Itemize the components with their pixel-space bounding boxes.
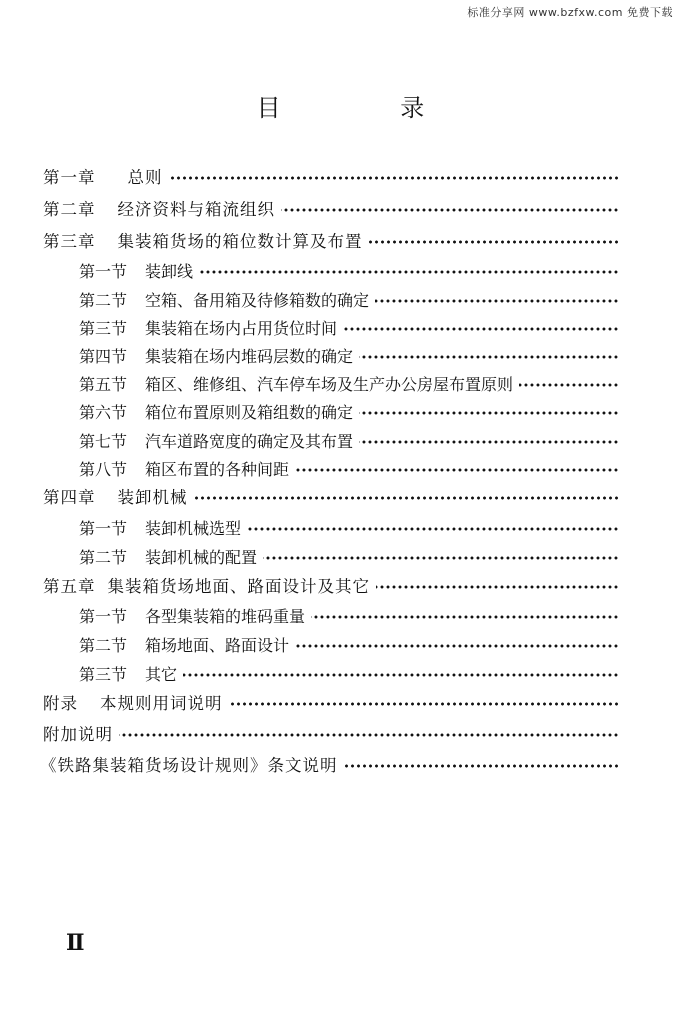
entry-number: 第七节 [79, 431, 128, 451]
entry-title: 装卸机械 [117, 488, 188, 507]
entry-title: 汽车道路宽度的确定及其布置 [145, 431, 354, 451]
dot-leader [519, 383, 619, 387]
toc-entry-section[interactable] [79, 342, 619, 368]
entry-number: 第二章 [43, 200, 96, 219]
entry-title: 箱区、维修组、汽车停车场及生产办公房屋布置原则 [145, 374, 514, 394]
entry-title: 附加说明 [43, 725, 113, 744]
toc-entry-section[interactable] [79, 370, 619, 396]
dot-leader [119, 733, 619, 737]
dot-leader [263, 556, 619, 560]
entry-title: 箱场地面、路面设计 [145, 635, 290, 655]
dot-leader [344, 764, 620, 768]
entry-title: 装卸机械选型 [145, 518, 242, 538]
toc-entry-chapter-2[interactable] [43, 195, 619, 221]
entry-number: 第五节 [79, 374, 128, 394]
entry-title: 集装箱在场内占用货位时间 [145, 318, 338, 338]
dot-leader [343, 327, 619, 331]
toc-entry-chapter-4[interactable] [43, 483, 619, 509]
entry-number: 第一章 [43, 168, 96, 187]
entry-number: 第二节 [79, 547, 128, 567]
dot-leader [169, 176, 620, 180]
dot-leader [229, 702, 620, 706]
dot-leader [281, 208, 619, 212]
toc-entry-section[interactable] [79, 257, 619, 283]
toc-entry-section[interactable] [79, 286, 619, 312]
dot-leader [375, 299, 619, 303]
page-number: Ⅱ [66, 930, 83, 956]
entry-title: 经济资料与箱流组织 [117, 200, 275, 219]
entry-title: 空箱、备用箱及待修箱数的确定 [145, 290, 370, 310]
entry-title: 《铁路集装箱货场设计规则》条文说明 [40, 756, 338, 775]
toc-entry-section[interactable] [79, 602, 619, 628]
entry-title: 各型集装箱的堆码重量 [145, 606, 306, 626]
toc-entry-section[interactable] [79, 398, 619, 424]
entry-title: 其它 [145, 664, 178, 684]
dot-leader [295, 468, 619, 472]
site-watermark: 标准分享网 www.bzfxw.com 免费下载 [467, 6, 673, 19]
dot-leader [311, 615, 619, 619]
toc-entry-section[interactable] [79, 314, 619, 340]
dot-leader [194, 496, 620, 500]
entry-title: 总则 [127, 168, 163, 187]
dot-leader [199, 270, 619, 274]
entry-number: 第四章 [43, 488, 96, 507]
entry-number: 第二节 [79, 635, 128, 655]
toc-entry-section[interactable] [79, 514, 619, 540]
toc-entry-section[interactable] [79, 543, 619, 569]
entry-number: 第一节 [79, 261, 128, 281]
entry-number: 第二节 [79, 290, 128, 310]
dot-leader [369, 240, 620, 244]
entry-number: 第六节 [79, 402, 128, 422]
toc-entry-clause-explanation[interactable] [40, 751, 619, 777]
dot-leader [359, 411, 619, 415]
dot-leader [376, 585, 619, 589]
dot-leader [295, 644, 619, 648]
dot-leader [247, 527, 619, 531]
toc-entry-chapter-3[interactable] [43, 227, 619, 253]
entry-number: 第一节 [79, 518, 128, 538]
entry-number: 第五章 [43, 577, 96, 596]
entry-number: 第八节 [79, 459, 128, 479]
dot-leader [359, 440, 619, 444]
toc-entry-section[interactable] [79, 455, 619, 481]
toc-entry-section[interactable] [79, 427, 619, 453]
entry-number: 第四节 [79, 346, 128, 366]
toc-entry-appendix[interactable] [43, 689, 619, 715]
toc-entry-chapter-1[interactable] [43, 163, 619, 189]
entry-number: 第三节 [79, 664, 128, 684]
entry-title: 集装箱在场内堆码层数的确定 [145, 346, 354, 366]
entry-number: 第三节 [79, 318, 128, 338]
toc-entry-section[interactable] [79, 660, 619, 686]
entry-number: 第一节 [79, 606, 128, 626]
toc-entry-section[interactable] [79, 631, 619, 657]
entry-title: 集装箱货场的箱位数计算及布置 [117, 232, 363, 251]
entry-number: 附录 [43, 694, 78, 713]
page-title: 目 录 [256, 94, 481, 122]
dot-leader [359, 355, 619, 359]
entry-title: 箱位布置原则及箱组数的确定 [145, 402, 354, 422]
entry-title: 本规则用词说明 [100, 694, 223, 713]
toc-entry-additional-notes[interactable] [43, 720, 619, 746]
entry-title: 集装箱货场地面、路面设计及其它 [107, 577, 370, 596]
entry-title: 装卸线 [145, 261, 194, 281]
toc-entry-chapter-5[interactable] [43, 572, 619, 598]
entry-title: 箱区布置的各种间距 [145, 459, 290, 479]
entry-number: 第三章 [43, 232, 96, 251]
dot-leader [183, 673, 619, 677]
entry-title: 装卸机械的配置 [145, 547, 258, 567]
